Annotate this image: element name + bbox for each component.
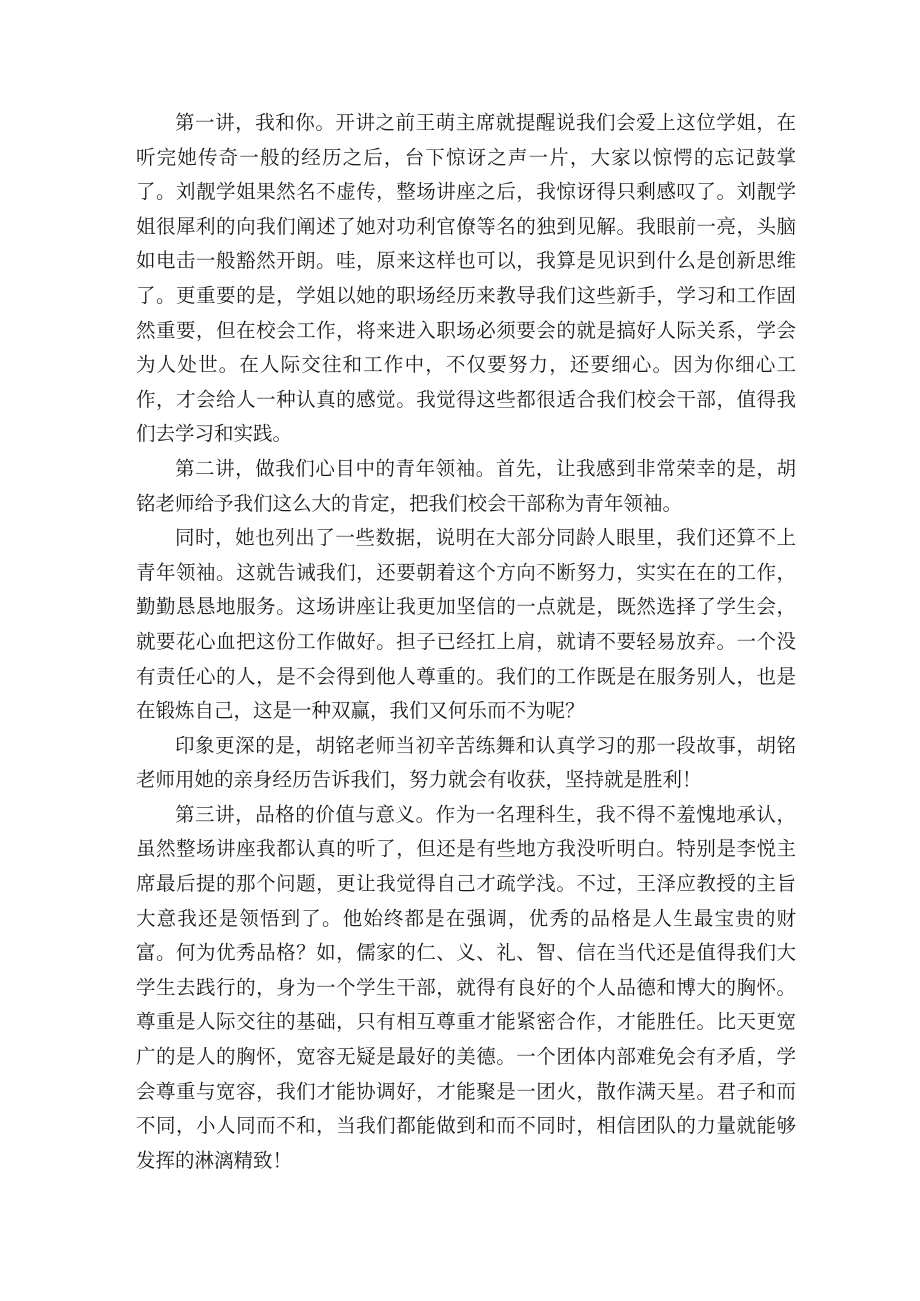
paragraph-lecture-2: 第二讲，做我们心目中的青年领袖。首先，让我感到非常荣幸的是，胡铭老师给予我们这么大的肯定，把我们校会干部称为青年领袖。 xyxy=(136,456,796,515)
paragraph-lecture-1: 第一讲，我和你。开讲之前王萌主席就提醒说我们会爱上这位学姐，在听完她传奇一般的经历之后，台下惊讶之声一片，大家以惊愕的忘记鼓掌了。刘靓学姐果然名不虚传，整场讲座之后，我惊讶得只剩感叹了。刘靓学姐很犀利的向我们阐述了她对功利官僚等名的独到见解。我眼前一亮，头脑如电击一般豁然开朗。哇，原来这样也可以，我算是见识到什么是创新思维了。更重要的是，学姐以她的职场经历来教导我们这些新手，学习和工作固然重要，但在校会工作，将来进入职场必须要会的就是搞好人际关系，学会为人处世。在人际交往和工作中，不仅要努力，还要细心。因为你细心工作，才会给人一种认真的感觉。我觉得这些都很适合我们校会干部，值得我们去学习和实践。 xyxy=(136,111,796,446)
paragraph-lecture-3: 第三讲，品格的价值与意义。作为一名理科生，我不得不羞愧地承认，虽然整场讲座我都认真的听了，但还是有些地方我没听明白。特别是李悦主席最后提的那个问题，更让我觉得自己才疏学浅。不过，王泽应教授的主旨大意我还是领悟到了。他始终都是在强调，优秀的品格是人生最宝贵的财富。何为优秀品格？如，儒家的仁、义、礼、智、信在当代还是值得我们大学生去践行的，身为一个学生干部，就得有良好的个人品德和博大的胸怀。尊重是人际交往的基础，只有相互尊重才能紧密合作，才能胜任。比天更宽广的是人的胸怀，宽容无疑是最好的美德。一个团体内部难免会有矛盾，学会尊重与宽容，我们才能协调好，才能聚是一团火，散作满天星。君子和而不同，小人同而不和，当我们都能做到和而不同时，相信团队的力量就能够发挥的淋漓精致！ xyxy=(136,802,796,1172)
paragraph-lecture-2-continued: 同时，她也列出了一些数据，说明在大部分同龄人眼里，我们还算不上青年领袖。这就告诫我们，还要朝着这个方向不断努力，实实在在的工作，勤勤恳恳地服务。这场讲座让我更加坚信的一点就是，既然选择了学生会，就要花心血把这份工作做好。担子已经扛上肩，就请不要轻易放弃。一个没有责任心的人，是不会得到他人尊重的。我们的工作既是在服务别人，也是在锻炼自己，这是一种双赢，我们又何乐而不为呢？ xyxy=(136,526,796,723)
document-body xyxy=(136,106,796,1178)
paragraph-impression: 印象更深的是，胡铭老师当初辛苦练舞和认真学习的那一段故事，胡铭老师用她的亲身经历告诉我们，努力就会有收获，坚持就是胜利！ xyxy=(136,733,796,792)
